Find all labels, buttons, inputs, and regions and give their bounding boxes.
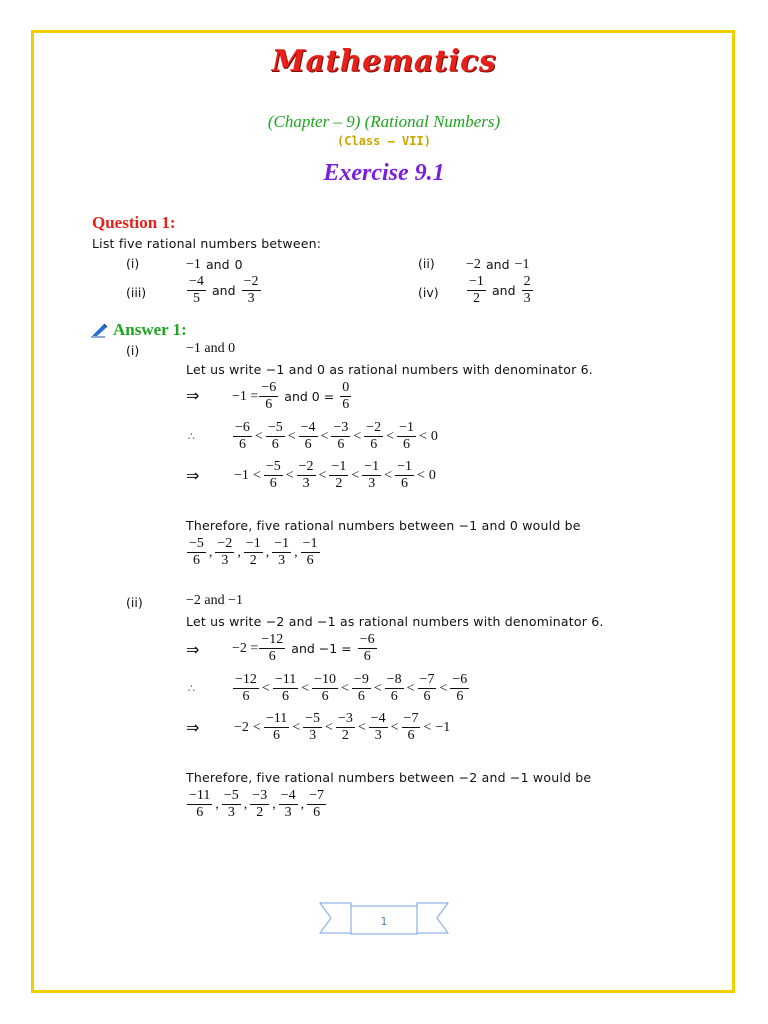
fraction: $\frac{-4}{3}$ <box>280 788 296 820</box>
operator: , <box>294 544 298 560</box>
fraction: $\frac{-5}{3}$ <box>305 711 321 743</box>
operator: , <box>300 796 305 812</box>
fraction: $\frac{-11}{6}$ <box>274 672 297 704</box>
fraction: $\frac{-5}{3}$ <box>223 788 239 820</box>
operator: 0 <box>430 428 438 444</box>
implies-symbol: ⇒ <box>186 640 200 659</box>
question-prompt: List five rational numbers between: <box>92 236 322 251</box>
equation-mid: and −1 = <box>291 641 352 656</box>
fraction: $\frac{-7}{6}$ <box>309 788 325 820</box>
fraction: $\frac{-5}{6}$ <box>267 420 283 452</box>
operator: , <box>272 796 276 812</box>
value: −1 <box>186 256 201 272</box>
fraction: $\frac{-1}{2}$ <box>469 274 484 306</box>
pair-text: −1 and 0 <box>186 341 236 356</box>
part-label: (i) <box>126 343 140 358</box>
operator: < <box>416 467 425 483</box>
operator: < <box>292 719 301 735</box>
implies-symbol: ⇒ <box>186 718 200 737</box>
fraction: $\frac{-1}{2}$ <box>245 536 261 568</box>
operator: < <box>351 467 360 483</box>
conclusion-text: Therefore, five rational numbers between −2 and −1 would be <box>186 770 592 785</box>
fraction: $\frac{-6}{6}$ <box>235 420 250 452</box>
fraction: $\frac{-3}{2}$ <box>337 711 353 743</box>
fraction: $\frac{-1}{3}$ <box>364 459 380 491</box>
fraction: $\frac{-5}{6}$ <box>265 459 281 491</box>
therefore-symbol: ∴ <box>188 430 196 443</box>
inequality-chain <box>232 420 440 453</box>
operator: < <box>353 428 362 444</box>
operator: −2 <box>234 719 249 735</box>
operator: , <box>265 544 270 560</box>
fraction: $\frac{-12}{6}$ <box>261 632 284 664</box>
fraction: $\frac{-2}{3}$ <box>298 459 314 491</box>
operator: < <box>418 428 427 444</box>
value: −2 <box>466 256 481 272</box>
part-iv-expression <box>466 274 534 307</box>
equation-row <box>232 632 378 665</box>
operator: < <box>357 719 366 735</box>
therefore-symbol: ∴ <box>188 682 196 695</box>
part-i-expression <box>186 255 243 274</box>
fraction: $\frac{-12}{6}$ <box>235 672 257 704</box>
operator: < <box>252 719 261 735</box>
page-title: Mathematics <box>271 44 497 79</box>
fraction: $\frac{-3}{6}$ <box>333 420 349 452</box>
equation-lhs: −1 = <box>232 388 259 404</box>
conclusion-text: Therefore, five rational numbers between −1 and 0 would be <box>186 518 581 533</box>
fraction: $\frac{-1}{6}$ <box>397 459 412 491</box>
operator: , <box>243 796 248 812</box>
fraction: $\frac{2}{3}$ <box>523 274 531 306</box>
operator: < <box>285 467 294 483</box>
fraction: $\frac{-1}{3}$ <box>274 536 290 568</box>
operator: < <box>261 680 270 696</box>
exercise-heading: Exercise 9.1 <box>323 160 445 186</box>
fraction: $\frac{-11}{6}$ <box>189 788 211 820</box>
fraction: $\frac{-2}{6}$ <box>366 420 382 452</box>
fraction: $\frac{-1}{2}$ <box>331 459 347 491</box>
operator: < <box>325 719 333 735</box>
implies-symbol: ⇒ <box>186 386 200 405</box>
operator: < <box>318 467 327 483</box>
pair-text: −2 and −1 <box>186 593 244 608</box>
operator: −1 <box>234 467 249 483</box>
operator: , <box>215 796 219 812</box>
equation-lhs: −2 = <box>232 640 259 656</box>
operator: < <box>301 680 310 696</box>
operator: −1 <box>435 719 451 735</box>
question-heading: Question 1: <box>92 213 176 232</box>
operator: < <box>252 467 261 483</box>
equation-mid: and 0 = <box>284 389 335 404</box>
operator: < <box>254 428 263 444</box>
operator: 0 <box>428 467 436 483</box>
fraction: $\frac{0}{6}$ <box>342 380 350 412</box>
operator: < <box>406 680 415 696</box>
fraction: $\frac{-8}{6}$ <box>386 672 402 704</box>
fraction: $\frac{-6}{6}$ <box>452 672 468 704</box>
fraction: $\frac{-1}{6}$ <box>399 420 414 452</box>
result-list <box>186 788 327 821</box>
implies-symbol: ⇒ <box>186 466 200 485</box>
fraction: $\frac{-4}{3}$ <box>370 711 386 743</box>
fraction: $\frac{-2}{3}$ <box>217 536 233 568</box>
and-text: and <box>486 257 510 272</box>
operator: < <box>384 467 393 483</box>
inequality-chain <box>232 459 438 492</box>
fraction: $\frac{-5}{6}$ <box>189 536 204 568</box>
result-list <box>186 536 321 569</box>
operator: < <box>341 680 349 696</box>
operator: < <box>320 428 329 444</box>
fraction: $\frac{-11}{6}$ <box>265 711 288 743</box>
value: 0 <box>234 257 243 272</box>
and-text: and <box>212 283 236 298</box>
operator: < <box>423 719 432 735</box>
fraction: $\frac{-10}{6}$ <box>314 672 337 704</box>
class-label: (Class – VII) <box>337 134 431 148</box>
chapter-heading: (Chapter – 9) (Rational Numbers) <box>267 112 501 131</box>
operator: < <box>373 680 382 696</box>
fraction: $\frac{-7}{6}$ <box>403 711 419 743</box>
part-label: (ii) <box>418 256 435 271</box>
fraction: $\frac{-4}{6}$ <box>300 420 316 452</box>
part-label: (iv) <box>418 285 439 300</box>
part-ii-expression <box>466 255 530 274</box>
operator: , <box>208 544 213 560</box>
and-text: and <box>206 257 230 272</box>
fraction: $\frac{-7}{6}$ <box>419 672 435 704</box>
fraction: $\frac{-6}{6}$ <box>261 380 277 412</box>
fraction: $\frac{-3}{2}$ <box>252 788 268 820</box>
part-label: (iii) <box>126 285 147 300</box>
operator: < <box>287 428 296 444</box>
operator: , <box>237 544 241 560</box>
value: −1 <box>514 256 530 272</box>
inequality-chain <box>232 711 452 744</box>
intro-text: Let us write −1 and 0 as rational numbers with denominator 6. <box>186 362 593 377</box>
fraction: $\frac{-2}{3}$ <box>243 274 259 306</box>
part-iii-expression <box>186 274 262 307</box>
operator: < <box>439 680 448 696</box>
fraction: $\frac{-6}{6}$ <box>359 632 375 664</box>
operator: < <box>390 719 399 735</box>
fraction: $\frac{-9}{6}$ <box>353 672 369 704</box>
inequality-chain <box>232 672 470 705</box>
answer-heading: Answer 1: <box>113 320 187 339</box>
equation-row <box>232 380 352 413</box>
operator: < <box>386 428 395 444</box>
part-label: (i) <box>126 256 140 271</box>
pen-icon <box>91 322 109 338</box>
fraction: $\frac{-1}{6}$ <box>302 536 318 568</box>
page-number: 1 <box>380 915 388 928</box>
intro-text: Let us write −2 and −1 as rational numbers with denominator 6. <box>186 614 604 629</box>
and-text: and <box>492 283 516 298</box>
fraction: $\frac{-4}{5}$ <box>189 274 204 306</box>
part-label: (ii) <box>126 595 143 610</box>
